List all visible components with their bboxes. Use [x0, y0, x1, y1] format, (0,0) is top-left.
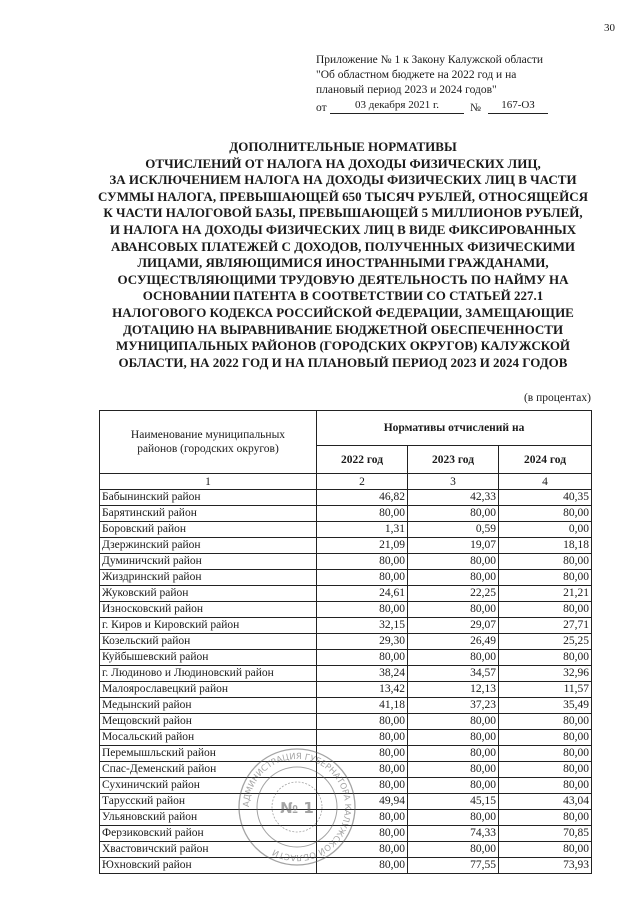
- norm-value: 80,00: [408, 602, 499, 618]
- appendix-line-2: "Об областном бюджете на 2022 год и на: [316, 69, 517, 81]
- district-name: Спас-Деменский район: [100, 762, 317, 778]
- norm-value: 80,00: [408, 778, 499, 794]
- district-name: Жуковский район: [100, 586, 317, 602]
- title-line: ДОТАЦИЮ НА ВЫРАВНИВАНИЕ БЮДЖЕТНОЙ ОБЕСПЕЧЕННОСТИ: [122, 321, 564, 337]
- norm-value: 49,94: [317, 794, 408, 810]
- norm-value: 25,25: [499, 634, 592, 650]
- district-name: Ферзиковский район: [100, 826, 317, 842]
- norm-value: 12,13: [408, 682, 499, 698]
- norm-value: 19,07: [408, 538, 499, 554]
- norm-value: 41,18: [317, 698, 408, 714]
- norm-value: 80,00: [499, 778, 592, 794]
- title-line: ЛИЦАМИ, ЯВЛЯЮЩИМИСЯ ИНОСТРАННЫМИ ГРАЖДАНАМИ,: [137, 255, 549, 271]
- norm-value: 80,00: [499, 602, 592, 618]
- table-row: [100, 602, 592, 618]
- number-label: №: [470, 102, 481, 114]
- norm-value: 80,00: [317, 746, 408, 762]
- norm-value: 80,00: [317, 778, 408, 794]
- norm-value: 32,15: [317, 618, 408, 634]
- title-line: ЗА ИСКЛЮЧЕНИЕМ НАЛОГА НА ДОХОДЫ ФИЗИЧЕСКИХ ЛИЦ В ЧАСТИ: [109, 172, 577, 188]
- norm-value: 80,00: [499, 746, 592, 762]
- from-label: от: [316, 102, 327, 114]
- norm-value: 80,00: [317, 858, 408, 874]
- norm-value: 80,00: [499, 554, 592, 570]
- district-name: Козельский район: [100, 634, 317, 650]
- title-line: ОСУЩЕСТВЛЯЮЩИМИ ТРУДОВУЮ ДЕЯТЕЛЬНОСТЬ ПО НАЙМУ НА: [117, 271, 569, 287]
- district-name: Барятинский район: [100, 506, 317, 522]
- table-row: [100, 570, 592, 586]
- norm-value: 80,00: [408, 746, 499, 762]
- law-reference-row: [316, 98, 616, 116]
- norm-value: 24,61: [317, 586, 408, 602]
- district-name: Думиничский район: [100, 554, 317, 570]
- norm-value: 11,57: [499, 682, 592, 698]
- district-name: Куйбышевский район: [100, 650, 317, 666]
- district-name: Ульяновский район: [100, 810, 317, 826]
- unit-note: (в процентах): [523, 392, 591, 404]
- law-date: 03 декабря 2021 г.: [330, 98, 464, 114]
- norm-value: 45,15: [408, 794, 499, 810]
- table-row: [100, 730, 592, 746]
- norm-value: 43,04: [499, 794, 592, 810]
- year-header: 2024 год: [499, 446, 592, 474]
- norm-value: 37,23: [408, 698, 499, 714]
- district-name: Тарусский район: [100, 794, 317, 810]
- norm-value: 38,24: [317, 666, 408, 682]
- title-line: СУММЫ НАЛОГА, ПРЕВЫШАЮЩЕЙ 650 ТЫСЯЧ РУБЛЕЙ, ОТНОСЯЩЕЙСЯ: [97, 188, 589, 204]
- table-row: [100, 538, 592, 554]
- norm-value: 80,00: [499, 842, 592, 858]
- district-name: Хвастовичский район: [100, 842, 317, 858]
- table-row: [100, 586, 592, 602]
- title-line: НАЛОГОВОГО КОДЕКСА РОССИЙСКОЙ ФЕДЕРАЦИИ, ЗАМЕЩАЮЩИЕ: [112, 304, 574, 320]
- column-number: 3: [408, 474, 499, 490]
- norm-value: 21,21: [499, 586, 592, 602]
- name-header-line-1: Наименование муниципальных: [130, 429, 286, 441]
- district-name: г. Киров и Кировский район: [100, 618, 317, 634]
- table-row: [100, 650, 592, 666]
- norm-value: 80,00: [408, 506, 499, 522]
- norm-value: 27,71: [499, 618, 592, 634]
- norm-value: 77,55: [408, 858, 499, 874]
- title-line: К ЧАСТИ НАЛОГОВОЙ БАЗЫ, ПРЕВЫШАЮЩЕЙ 5 МИЛЛИОНОВ РУБЛЕЙ,: [103, 205, 583, 221]
- table-row: [100, 554, 592, 570]
- appendix-header: [316, 53, 616, 116]
- norm-value: 80,00: [499, 506, 592, 522]
- norm-value: 80,00: [408, 714, 499, 730]
- title-line: ОБЛАСТИ, НА 2022 ГОД И НА ПЛАНОВЫЙ ПЕРИОД 2023 И 2024 ГОДОВ: [118, 354, 568, 370]
- table-row: [100, 634, 592, 650]
- district-name: Дзержинский район: [100, 538, 317, 554]
- appendix-line-1: Приложение № 1 к Закону Калужской области: [316, 54, 544, 66]
- norm-value: 34,57: [408, 666, 499, 682]
- norm-value: 29,30: [317, 634, 408, 650]
- district-name: Мещовский район: [100, 714, 317, 730]
- norm-value: 80,00: [408, 554, 499, 570]
- year-header: 2022 год: [317, 446, 408, 474]
- norm-value: 35,49: [499, 698, 592, 714]
- norm-value: 42,33: [408, 490, 499, 506]
- district-name: Медынский район: [100, 698, 317, 714]
- norm-value: 80,00: [408, 842, 499, 858]
- document-title: [88, 139, 598, 371]
- district-name: Сухиничский район: [100, 778, 317, 794]
- norm-value: 80,00: [408, 570, 499, 586]
- norm-value: 18,18: [499, 538, 592, 554]
- norm-value: 1,31: [317, 522, 408, 538]
- norms-group-header: Нормативы отчислений на: [317, 411, 592, 446]
- title-line: АВАНСОВЫХ ПЛАТЕЖЕЙ С ДОХОДОВ, ПОЛУЧЕННЫХ ФИЗИЧЕСКИМИ: [110, 238, 576, 254]
- title-line: И НАЛОГА НА ДОХОДЫ ФИЗИЧЕСКИХ ЛИЦ В ВИДЕ ФИКСИРОВАННЫХ: [109, 221, 577, 237]
- column-number: 1: [100, 474, 317, 490]
- year-header: 2023 год: [408, 446, 499, 474]
- norm-value: 80,00: [317, 506, 408, 522]
- title-line: ОТЧИСЛЕНИЙ ОТ НАЛОГА НА ДОХОДЫ ФИЗИЧЕСКИХ ЛИЦ,: [145, 155, 541, 171]
- table-row: [100, 698, 592, 714]
- norm-value: 0,00: [499, 522, 592, 538]
- norm-value: 80,00: [499, 762, 592, 778]
- official-seal: [232, 745, 362, 870]
- table-row: [100, 682, 592, 698]
- norm-value: 80,00: [408, 810, 499, 826]
- page-number: 30: [604, 22, 615, 34]
- table-row: [100, 506, 592, 522]
- norm-value: 80,00: [408, 650, 499, 666]
- norm-value: 29,07: [408, 618, 499, 634]
- district-name: Юхновский район: [100, 858, 317, 874]
- norm-value: 80,00: [499, 570, 592, 586]
- norm-value: 22,25: [408, 586, 499, 602]
- column-number: 4: [499, 474, 592, 490]
- district-name: Перемышльский район: [100, 746, 317, 762]
- norm-value: 80,00: [317, 730, 408, 746]
- norm-value: 46,82: [317, 490, 408, 506]
- norm-value: 40,35: [499, 490, 592, 506]
- norm-value: 32,96: [499, 666, 592, 682]
- norm-value: 80,00: [499, 650, 592, 666]
- district-name: Мосальский район: [100, 730, 317, 746]
- district-name: Жиздринский район: [100, 570, 317, 586]
- name-header-line-2: районов (городских округов): [137, 443, 279, 455]
- name-column-header: [100, 411, 317, 474]
- norm-value: 80,00: [499, 730, 592, 746]
- norm-value: 0,59: [408, 522, 499, 538]
- table-row: [100, 666, 592, 682]
- table-row: [100, 714, 592, 730]
- table-row: [100, 490, 592, 506]
- title-line: ОСНОВАНИИ ПАТЕНТА В СООТВЕТСТВИИ СО СТАТЬЕЙ 227.1: [142, 288, 544, 304]
- district-name: Малоярославецкий район: [100, 682, 317, 698]
- table-row: [100, 618, 592, 634]
- title-line: ДОПОЛНИТЕЛЬНЫЕ НОРМАТИВЫ: [229, 139, 457, 154]
- district-name: Боровский район: [100, 522, 317, 538]
- norm-value: 21,09: [317, 538, 408, 554]
- norm-value: 13,42: [317, 682, 408, 698]
- norm-value: 80,00: [499, 810, 592, 826]
- norm-value: 80,00: [317, 826, 408, 842]
- norm-value: 80,00: [317, 650, 408, 666]
- norm-value: 80,00: [408, 730, 499, 746]
- appendix-line-3: плановый период 2023 и 2024 годов": [316, 84, 497, 96]
- norm-value: 73,93: [499, 858, 592, 874]
- column-number: 2: [317, 474, 408, 490]
- norm-value: 74,33: [408, 826, 499, 842]
- norm-value: 70,85: [499, 826, 592, 842]
- law-number: 167-ОЗ: [488, 98, 548, 114]
- norm-value: 80,00: [317, 842, 408, 858]
- title-line: МУНИЦИПАЛЬНЫХ РАЙОНОВ (ГОРОДСКИХ ОКРУГОВ) КАЛУЖСКОЙ: [115, 338, 571, 354]
- norm-value: 26,49: [408, 634, 499, 650]
- norm-value: 80,00: [317, 762, 408, 778]
- norm-value: 80,00: [408, 762, 499, 778]
- norm-value: 80,00: [317, 570, 408, 586]
- district-name: г. Людиново и Людиновский район: [100, 666, 317, 682]
- norm-value: 80,00: [317, 810, 408, 826]
- table-row: [100, 522, 592, 538]
- district-name: Износковский район: [100, 602, 317, 618]
- norm-value: 80,00: [499, 714, 592, 730]
- seal-ring-text: АДМИНИСТРАЦИЯ ГУБЕРНАТОРА КАЛУЖСКОЙ ОБЛАСТИ: [241, 751, 353, 863]
- seal-number: № 1: [280, 799, 314, 817]
- district-name: Бабынинский район: [100, 490, 317, 506]
- norm-value: 80,00: [317, 554, 408, 570]
- norm-value: 80,00: [317, 714, 408, 730]
- norm-value: 80,00: [317, 602, 408, 618]
